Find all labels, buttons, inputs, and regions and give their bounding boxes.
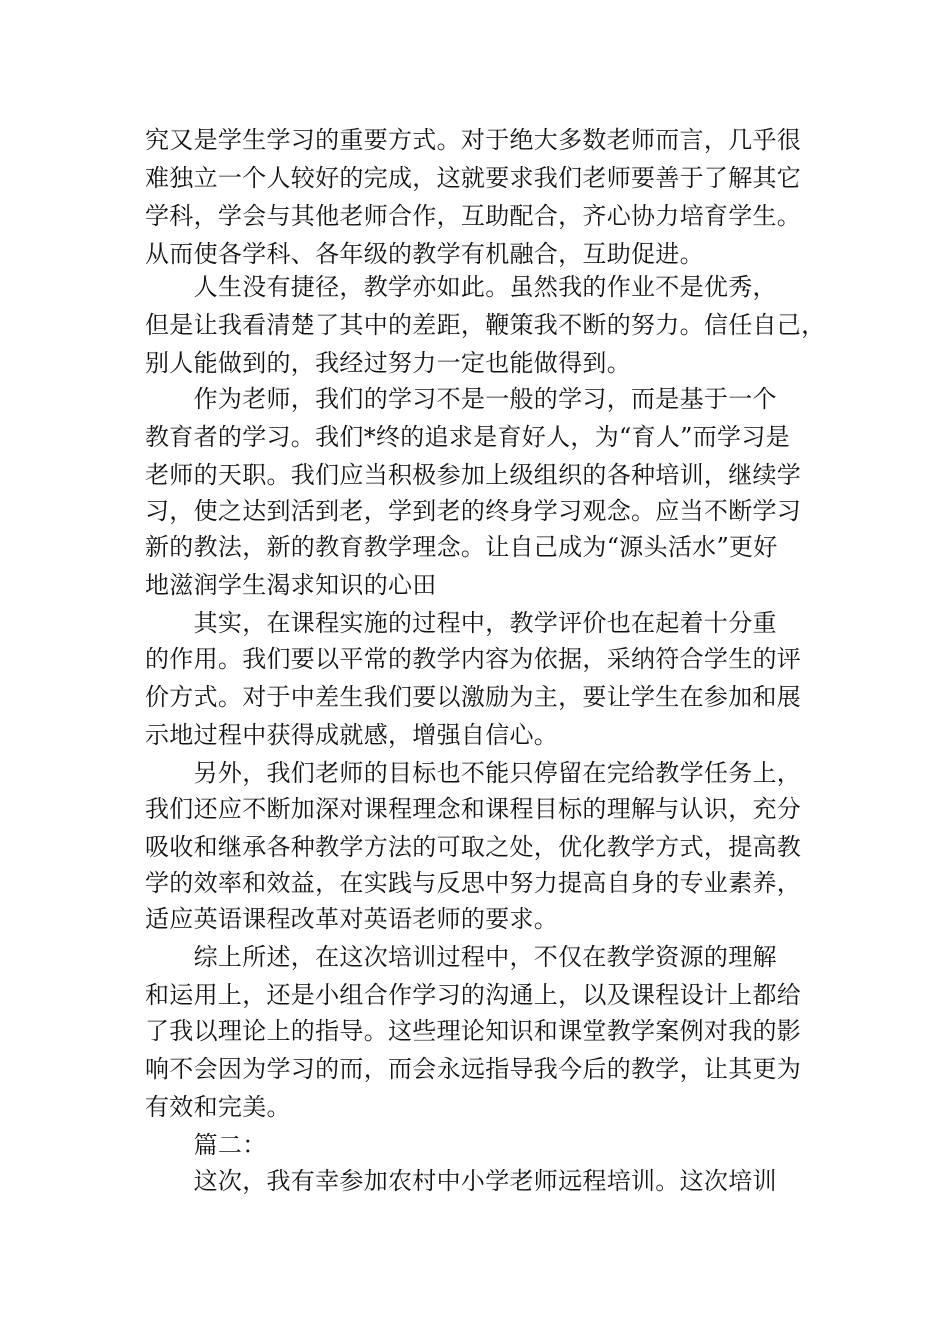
text-line: 地滋润学生渴求知识的心田 [145, 571, 437, 599]
text-line: 我们还应不断加深对课程理念和课程目标的理解与认识，充分 [145, 795, 802, 823]
text-line: 作为老师，我们的学习不是一般的学习，而是基于一个 [145, 385, 777, 413]
text-line: 示地过程中获得成就感，增强自信心。 [145, 721, 559, 749]
text-line: 适应英语课程改革对英语老师的要求。 [145, 905, 559, 933]
text-line: 究又是学生学习的重要方式。对于绝大多数老师而言，几乎很 [145, 126, 802, 154]
text-line: 从而使各学科、各年级的教学有机融合，互助促进。 [145, 240, 704, 268]
text-line: 其实，在课程实施的过程中，教学评价也在起着十分重 [145, 609, 777, 637]
text-line: 和运用上，还是小组合作学习的沟通上，以及课程设计上都给 [145, 981, 802, 1009]
text-line: 老师的天职。我们应当积极参加上级组织的各种培训，继续学 [145, 461, 802, 489]
text-line: 另外，我们老师的目标也不能只停留在完给教学任务上， [145, 759, 802, 787]
text-line: 学科，学会与其他老师合作，互助配合，齐心协力培育学生。 [145, 202, 802, 230]
text-line: 别人能做到的，我经过努力一定也能做得到。 [145, 349, 631, 377]
text-line: 了我以理论上的指导。这些理论知识和课堂教学案例对我的影 [145, 1017, 802, 1045]
text-line: 难独立一个人较好的完成，这就要求我们老师要善于了解其它 [145, 164, 802, 192]
text-line: 人生没有捷径，教学亦如此。虽然我的作业不是优秀， [145, 273, 777, 301]
text-line: 习，使之达到活到老，学到老的终身学习观念。应当不断学习 [145, 497, 802, 525]
text-line: 吸收和继承各种教学方法的可取之处，优化教学方式，提高教 [145, 833, 802, 861]
text-line: 教育者的学习。我们*终的追求是育好人，为“育人”而学习是 [145, 423, 790, 451]
text-line: 但是让我看清楚了其中的差距，鞭策我不断的努力。信任自己， [145, 311, 826, 339]
text-line: 价方式。对于中差生我们要以激励为主，要让学生在参加和展 [145, 683, 802, 711]
text-line: 学的效率和效益，在实践与反思中努力提高自身的专业素养， [145, 869, 802, 897]
text-line: 这次，我有幸参加农村中小学老师远程培训。这次培训 [145, 1167, 777, 1195]
text-line: 的作用。我们要以平常的教学内容为依据，采纳符合学生的评 [145, 645, 802, 673]
text-line: 新的教法，新的教育教学理念。让自己成为“源头活水”更好 [145, 533, 778, 561]
text-line: 有效和完美。 [145, 1093, 291, 1121]
text-line: 篇二： [145, 1131, 267, 1159]
text-line: 响不会因为学习的而，而会永远指导我今后的教学，让其更为 [145, 1055, 802, 1083]
text-line: 综上所述，在这次培训过程中，不仅在教学资源的理解 [145, 943, 777, 971]
